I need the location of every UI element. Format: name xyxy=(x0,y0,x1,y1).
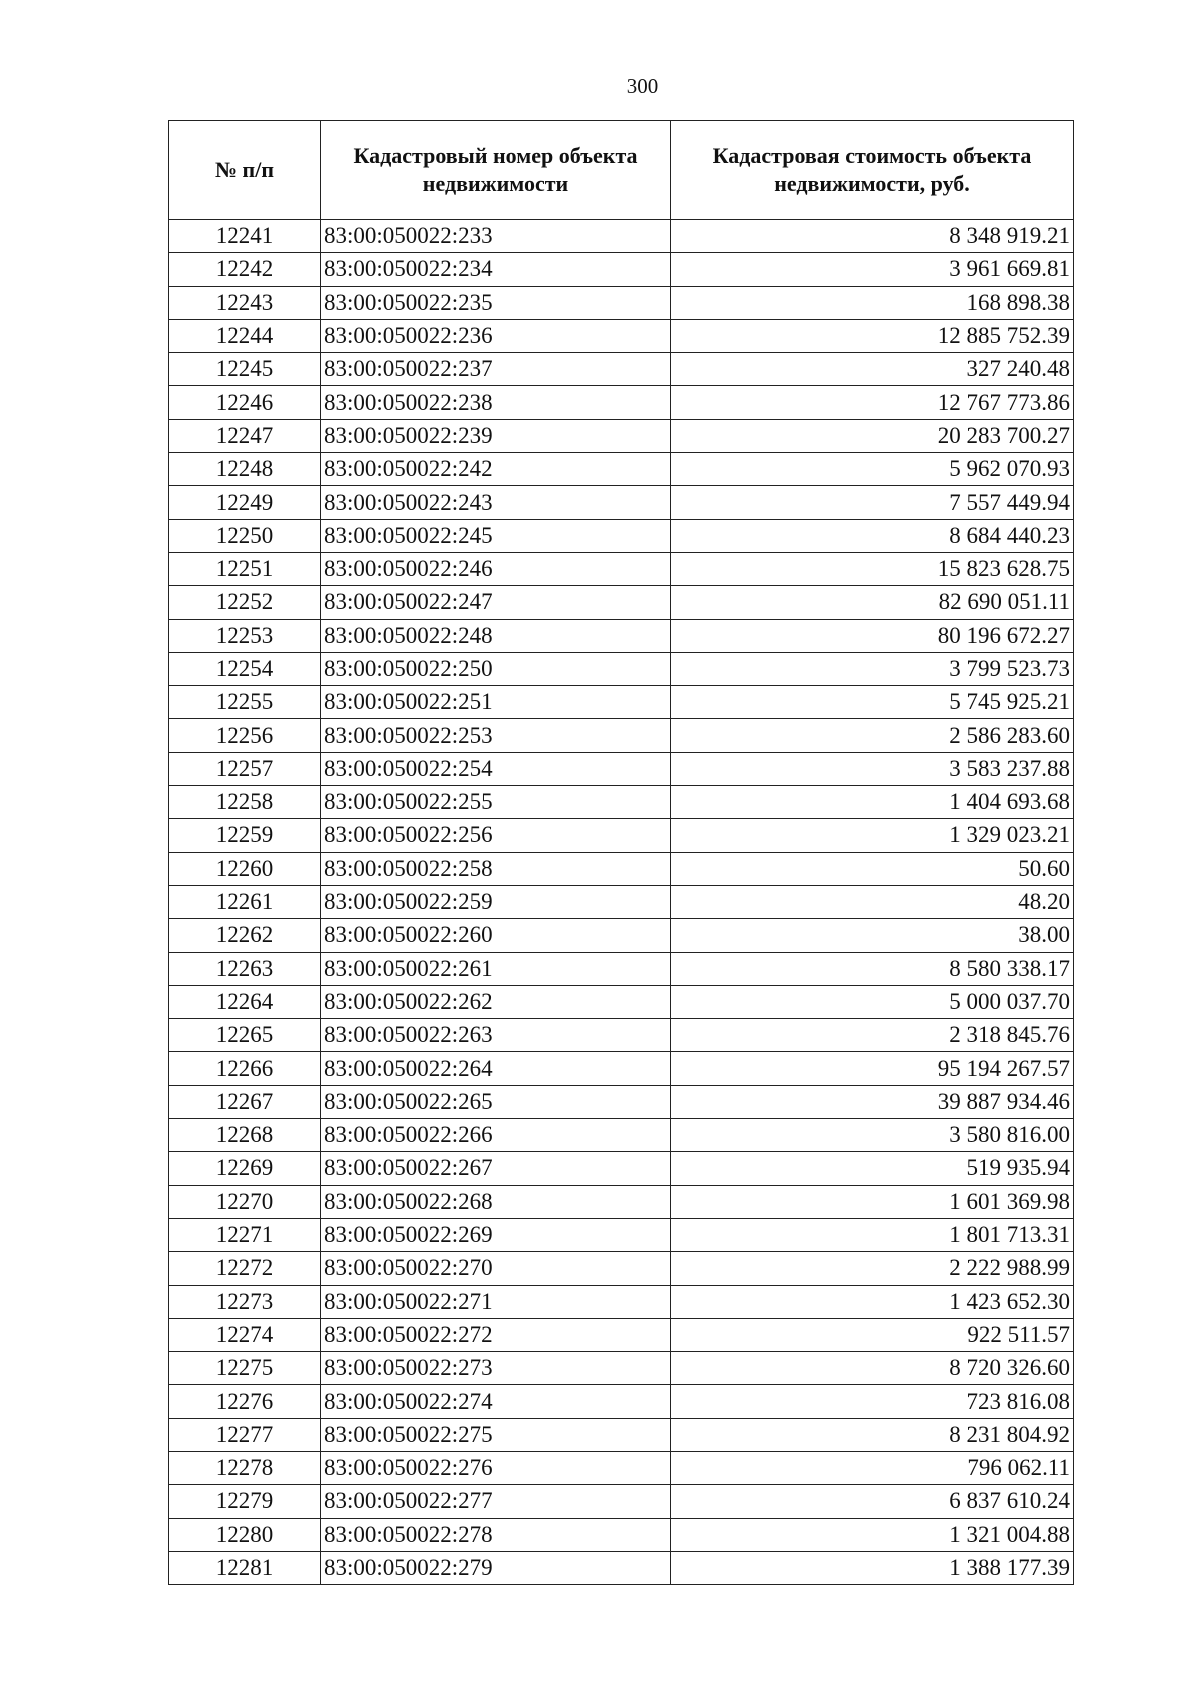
cell-cadastral-value: 1 404 693.68 xyxy=(671,786,1074,819)
table-row xyxy=(169,1318,1074,1351)
cell-cadastral-value: 5 745 925.21 xyxy=(671,686,1074,719)
cell-cadastral-number: 83:00:050022:269 xyxy=(321,1218,671,1251)
cell-cadastral-number: 83:00:050022:275 xyxy=(321,1418,671,1451)
cell-cadastral-value: 8 580 338.17 xyxy=(671,952,1074,985)
cell-row-number: 12278 xyxy=(169,1451,321,1484)
table-row xyxy=(169,852,1074,885)
cell-cadastral-number: 83:00:050022:279 xyxy=(321,1551,671,1584)
table-row xyxy=(169,919,1074,952)
cell-row-number: 12242 xyxy=(169,253,321,286)
cell-cadastral-value: 39 887 934.46 xyxy=(671,1085,1074,1118)
cell-row-number: 12270 xyxy=(169,1185,321,1218)
cell-cadastral-value: 8 684 440.23 xyxy=(671,519,1074,552)
cell-cadastral-value: 1 321 004.88 xyxy=(671,1518,1074,1551)
cell-cadastral-number: 83:00:050022:259 xyxy=(321,885,671,918)
table-row xyxy=(169,353,1074,386)
cell-cadastral-value: 15 823 628.75 xyxy=(671,552,1074,585)
cell-cadastral-number: 83:00:050022:237 xyxy=(321,353,671,386)
cell-cadastral-value: 50.60 xyxy=(671,852,1074,885)
table-row xyxy=(169,586,1074,619)
cell-row-number: 12260 xyxy=(169,852,321,885)
table-row xyxy=(169,253,1074,286)
cell-cadastral-number: 83:00:050022:277 xyxy=(321,1485,671,1518)
cell-row-number: 12274 xyxy=(169,1318,321,1351)
table-row xyxy=(169,1019,1074,1052)
cell-cadastral-value: 1 388 177.39 xyxy=(671,1551,1074,1584)
cell-cadastral-number: 83:00:050022:255 xyxy=(321,786,671,819)
cell-cadastral-value: 2 222 988.99 xyxy=(671,1252,1074,1285)
cell-row-number: 12244 xyxy=(169,319,321,352)
table-row xyxy=(169,552,1074,585)
cell-cadastral-value: 3 961 669.81 xyxy=(671,253,1074,286)
cell-cadastral-value: 12 767 773.86 xyxy=(671,386,1074,419)
cell-cadastral-number: 83:00:050022:268 xyxy=(321,1185,671,1218)
cell-row-number: 12257 xyxy=(169,752,321,785)
table-row xyxy=(169,619,1074,652)
table-row xyxy=(169,1119,1074,1152)
cell-cadastral-number: 83:00:050022:238 xyxy=(321,386,671,419)
cell-cadastral-value: 20 283 700.27 xyxy=(671,419,1074,452)
cell-cadastral-number: 83:00:050022:260 xyxy=(321,919,671,952)
cell-cadastral-value: 2 318 845.76 xyxy=(671,1019,1074,1052)
cell-row-number: 12245 xyxy=(169,353,321,386)
cell-cadastral-value: 38.00 xyxy=(671,919,1074,952)
cell-row-number: 12252 xyxy=(169,586,321,619)
table-row xyxy=(169,1518,1074,1551)
table-row xyxy=(169,1218,1074,1251)
cell-row-number: 12262 xyxy=(169,919,321,952)
table-row xyxy=(169,1551,1074,1584)
cell-row-number: 12251 xyxy=(169,552,321,585)
cell-cadastral-number: 83:00:050022:264 xyxy=(321,1052,671,1085)
cell-row-number: 12275 xyxy=(169,1352,321,1385)
table-row xyxy=(169,1418,1074,1451)
cell-row-number: 12243 xyxy=(169,286,321,319)
cell-cadastral-value: 3 580 816.00 xyxy=(671,1119,1074,1152)
table-row xyxy=(169,220,1074,253)
table-row xyxy=(169,819,1074,852)
cell-cadastral-value: 796 062.11 xyxy=(671,1451,1074,1484)
cell-cadastral-value: 5 000 037.70 xyxy=(671,985,1074,1018)
cell-cadastral-number: 83:00:050022:272 xyxy=(321,1318,671,1351)
cell-row-number: 12255 xyxy=(169,686,321,719)
cell-cadastral-value: 519 935.94 xyxy=(671,1152,1074,1185)
table-row xyxy=(169,885,1074,918)
cell-row-number: 12268 xyxy=(169,1119,321,1152)
cell-cadastral-number: 83:00:050022:254 xyxy=(321,752,671,785)
cell-cadastral-number: 83:00:050022:276 xyxy=(321,1451,671,1484)
cell-cadastral-number: 83:00:050022:271 xyxy=(321,1285,671,1318)
table-row xyxy=(169,686,1074,719)
cell-cadastral-number: 83:00:050022:270 xyxy=(321,1252,671,1285)
cell-cadastral-value: 8 231 804.92 xyxy=(671,1418,1074,1451)
cell-row-number: 12277 xyxy=(169,1418,321,1451)
cell-cadastral-value: 3 583 237.88 xyxy=(671,752,1074,785)
cell-row-number: 12272 xyxy=(169,1252,321,1285)
cell-cadastral-number: 83:00:050022:267 xyxy=(321,1152,671,1185)
cell-cadastral-number: 83:00:050022:263 xyxy=(321,1019,671,1052)
cell-cadastral-number: 83:00:050022:262 xyxy=(321,985,671,1018)
cell-cadastral-number: 83:00:050022:251 xyxy=(321,686,671,719)
table-row xyxy=(169,386,1074,419)
cell-cadastral-number: 83:00:050022:258 xyxy=(321,852,671,885)
cell-row-number: 12254 xyxy=(169,652,321,685)
cell-cadastral-number: 83:00:050022:248 xyxy=(321,619,671,652)
cell-row-number: 12264 xyxy=(169,985,321,1018)
cell-cadastral-number: 83:00:050022:265 xyxy=(321,1085,671,1118)
table-row xyxy=(169,1285,1074,1318)
table-row xyxy=(169,752,1074,785)
cell-cadastral-number: 83:00:050022:233 xyxy=(321,220,671,253)
cell-cadastral-value: 2 586 283.60 xyxy=(671,719,1074,752)
table-row xyxy=(169,719,1074,752)
cell-row-number: 12269 xyxy=(169,1152,321,1185)
cell-row-number: 12279 xyxy=(169,1485,321,1518)
table-row xyxy=(169,1185,1074,1218)
cell-cadastral-value: 95 194 267.57 xyxy=(671,1052,1074,1085)
cell-cadastral-value: 8 348 919.21 xyxy=(671,220,1074,253)
cell-cadastral-number: 83:00:050022:274 xyxy=(321,1385,671,1418)
cell-cadastral-number: 83:00:050022:250 xyxy=(321,652,671,685)
table-row xyxy=(169,1152,1074,1185)
cell-row-number: 12263 xyxy=(169,952,321,985)
cell-row-number: 12253 xyxy=(169,619,321,652)
table-row xyxy=(169,419,1074,452)
cell-cadastral-value: 5 962 070.93 xyxy=(671,453,1074,486)
cell-row-number: 12250 xyxy=(169,519,321,552)
cell-cadastral-number: 83:00:050022:261 xyxy=(321,952,671,985)
cell-row-number: 12266 xyxy=(169,1052,321,1085)
column-header-cadastral-number: Кадастровый номер объекта недвижимости xyxy=(321,121,671,220)
cell-cadastral-number: 83:00:050022:253 xyxy=(321,719,671,752)
page-number: 300 xyxy=(626,74,659,98)
cell-row-number: 12281 xyxy=(169,1551,321,1584)
table-row xyxy=(169,1385,1074,1418)
cell-cadastral-number: 83:00:050022:235 xyxy=(321,286,671,319)
cell-cadastral-number: 83:00:050022:266 xyxy=(321,1119,671,1152)
cadastral-value-table xyxy=(168,120,1074,1585)
cell-cadastral-value: 80 196 672.27 xyxy=(671,619,1074,652)
table-row xyxy=(169,1451,1074,1484)
table-row xyxy=(169,1252,1074,1285)
cell-cadastral-number: 83:00:050022:239 xyxy=(321,419,671,452)
cell-cadastral-number: 83:00:050022:256 xyxy=(321,819,671,852)
cell-cadastral-number: 83:00:050022:246 xyxy=(321,552,671,585)
cell-cadastral-number: 83:00:050022:242 xyxy=(321,453,671,486)
cell-row-number: 12248 xyxy=(169,453,321,486)
table-body xyxy=(169,220,1074,1585)
cell-row-number: 12249 xyxy=(169,486,321,519)
table-row xyxy=(169,319,1074,352)
table-row xyxy=(169,486,1074,519)
cell-cadastral-value: 7 557 449.94 xyxy=(671,486,1074,519)
cell-row-number: 12267 xyxy=(169,1085,321,1118)
table-row xyxy=(169,985,1074,1018)
cell-cadastral-value: 1 329 023.21 xyxy=(671,819,1074,852)
cell-cadastral-number: 83:00:050022:278 xyxy=(321,1518,671,1551)
cell-cadastral-value: 723 816.08 xyxy=(671,1385,1074,1418)
cell-row-number: 12265 xyxy=(169,1019,321,1052)
cell-row-number: 12247 xyxy=(169,419,321,452)
table-row xyxy=(169,652,1074,685)
table-row xyxy=(169,286,1074,319)
table-header-row xyxy=(169,121,1074,220)
cell-cadastral-number: 83:00:050022:245 xyxy=(321,519,671,552)
table-row xyxy=(169,519,1074,552)
cell-cadastral-value: 1 801 713.31 xyxy=(671,1218,1074,1251)
cell-cadastral-value: 327 240.48 xyxy=(671,353,1074,386)
table-row xyxy=(169,1085,1074,1118)
column-header-cadastral-value: Кадастровая стоимость объекта недвижимости, руб. xyxy=(671,121,1074,220)
cell-row-number: 12246 xyxy=(169,386,321,419)
cell-row-number: 12273 xyxy=(169,1285,321,1318)
cell-cadastral-value: 48.20 xyxy=(671,885,1074,918)
cell-cadastral-value: 8 720 326.60 xyxy=(671,1352,1074,1385)
column-header-number: № п/п xyxy=(169,121,321,220)
cell-cadastral-number: 83:00:050022:234 xyxy=(321,253,671,286)
cell-row-number: 12241 xyxy=(169,220,321,253)
cell-cadastral-number: 83:00:050022:243 xyxy=(321,486,671,519)
cell-cadastral-value: 922 511.57 xyxy=(671,1318,1074,1351)
cell-cadastral-value: 6 837 610.24 xyxy=(671,1485,1074,1518)
cell-cadastral-number: 83:00:050022:247 xyxy=(321,586,671,619)
cell-cadastral-value: 12 885 752.39 xyxy=(671,319,1074,352)
cell-row-number: 12276 xyxy=(169,1385,321,1418)
cell-cadastral-value: 1 423 652.30 xyxy=(671,1285,1074,1318)
cell-cadastral-value: 82 690 051.11 xyxy=(671,586,1074,619)
cell-cadastral-value: 3 799 523.73 xyxy=(671,652,1074,685)
cell-row-number: 12258 xyxy=(169,786,321,819)
table-row xyxy=(169,453,1074,486)
table-row xyxy=(169,786,1074,819)
cell-row-number: 12271 xyxy=(169,1218,321,1251)
cell-row-number: 12259 xyxy=(169,819,321,852)
table-row xyxy=(169,1485,1074,1518)
cell-row-number: 12280 xyxy=(169,1518,321,1551)
cell-cadastral-value: 1 601 369.98 xyxy=(671,1185,1074,1218)
cell-cadastral-number: 83:00:050022:236 xyxy=(321,319,671,352)
cell-row-number: 12261 xyxy=(169,885,321,918)
cell-row-number: 12256 xyxy=(169,719,321,752)
table-row xyxy=(169,1052,1074,1085)
table-row xyxy=(169,952,1074,985)
table-row xyxy=(169,1352,1074,1385)
cell-cadastral-number: 83:00:050022:273 xyxy=(321,1352,671,1385)
cell-cadastral-value: 168 898.38 xyxy=(671,286,1074,319)
